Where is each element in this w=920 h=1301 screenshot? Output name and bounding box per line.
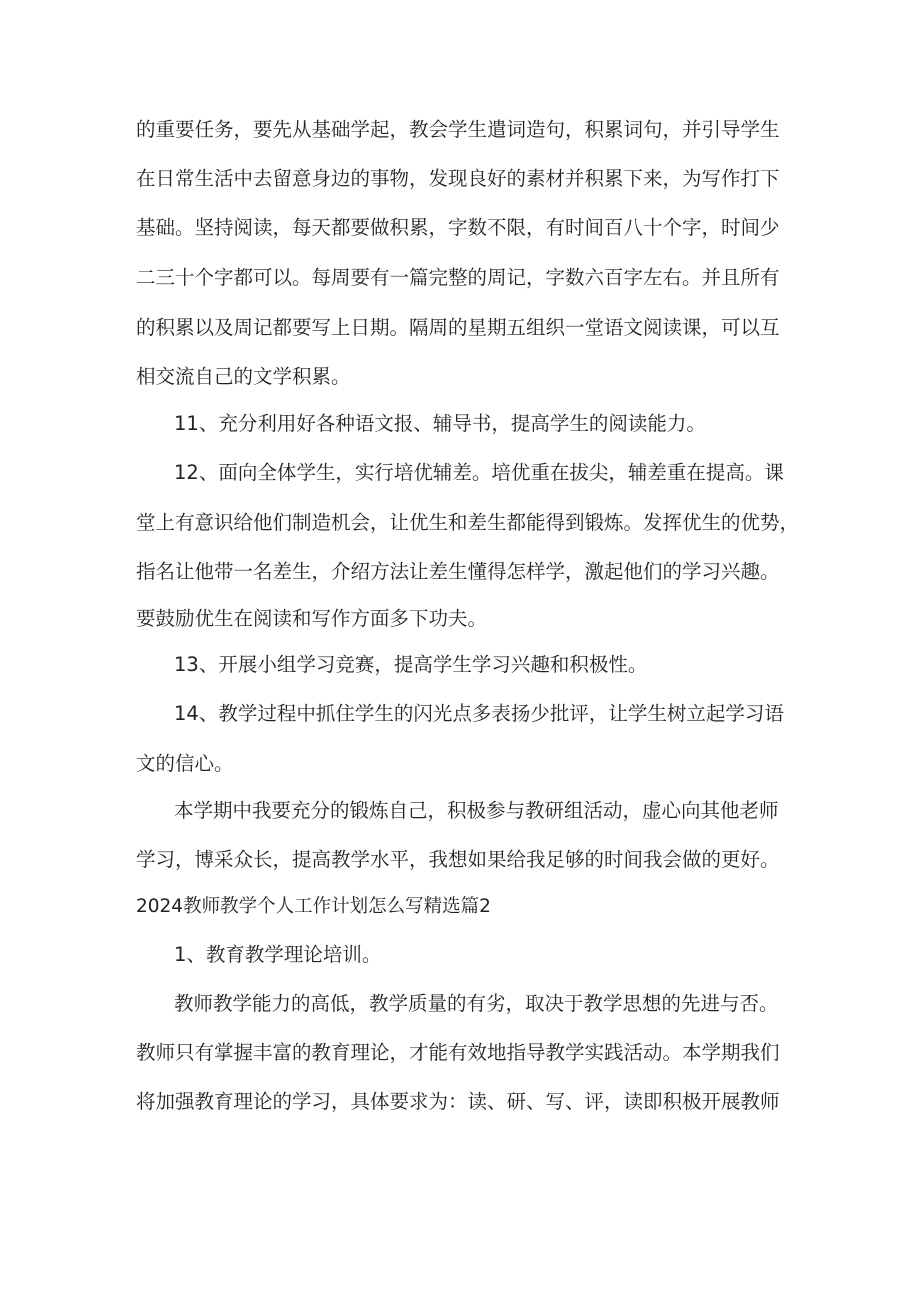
body-text-line: 的积累以及周记都要写上日期。隔周的星期五组织一堂语文阅读课，可以互 [136, 316, 780, 339]
body-text-line: 堂上有意识给他们制造机会，让优生和差生都能得到锻炼。发挥优生的优势， [136, 511, 800, 534]
body-text-line: 指名让他带一名差生，介绍方法让差生懂得怎样学，激起他们的学习兴趣。 [136, 560, 780, 583]
body-text-line: 文的信心。 [136, 752, 234, 775]
list-item-13: 13、开展小组学习竞赛，提高学生学习兴趣和积极性。 [174, 653, 648, 676]
body-text-line: 将加强教育理论的学习，具体要求为：读、研、写、评，读即积极开展教师 [136, 1090, 780, 1113]
body-text-line: 相交流自己的文学积累。 [136, 365, 351, 388]
body-text-line: 在日常生活中去留意身边的事物，发现良好的素材并积累下来，为写作打下 [136, 167, 780, 190]
list-item-1: 1、教育教学理论培训。 [174, 943, 382, 966]
section-heading: 2024教师教学个人工作计划怎么写精选篇2 [136, 896, 491, 917]
paragraph-start: 本学期中我要充分的锻炼自己，积极参与教研组活动，虚心向其他老师 [174, 799, 779, 822]
body-text-line: 的重要任务，要先从基础学起，教会学生遣词造句，积累词句，并引导学生 [136, 118, 780, 141]
body-text-line: 学习，博采众长，提高教学水平，我想如果给我足够的时间我会做的更好。 [136, 848, 780, 871]
body-text-line: 基础。坚持阅读，每天都要做积累，字数不限，有时间百八十个字，时间少 [136, 216, 780, 239]
paragraph-start: 教师教学能力的高低，教学质量的有劣，取决于教学思想的先进与否。 [174, 992, 779, 1015]
list-item-12: 12、面向全体学生，实行培优辅差。培优重在拔尖，辅差重在提高。课 [174, 461, 784, 484]
list-item-14: 14、教学过程中抓住学生的闪光点多表扬少批评，让学生树立起学习语 [174, 702, 784, 725]
list-item-11: 11、充分利用好各种语文报、辅导书，提高学生的阅读能力。 [174, 412, 706, 435]
body-text-line: 教师只有掌握丰富的教育理论，才能有效地指导教学实践活动。本学期我们 [136, 1041, 780, 1064]
body-text-line: 要鼓励优生在阅读和写作方面多下功夫。 [136, 607, 488, 630]
body-text-line: 二三十个字都可以。每周要有一篇完整的周记，字数六百字左右。并且所有 [136, 266, 780, 289]
